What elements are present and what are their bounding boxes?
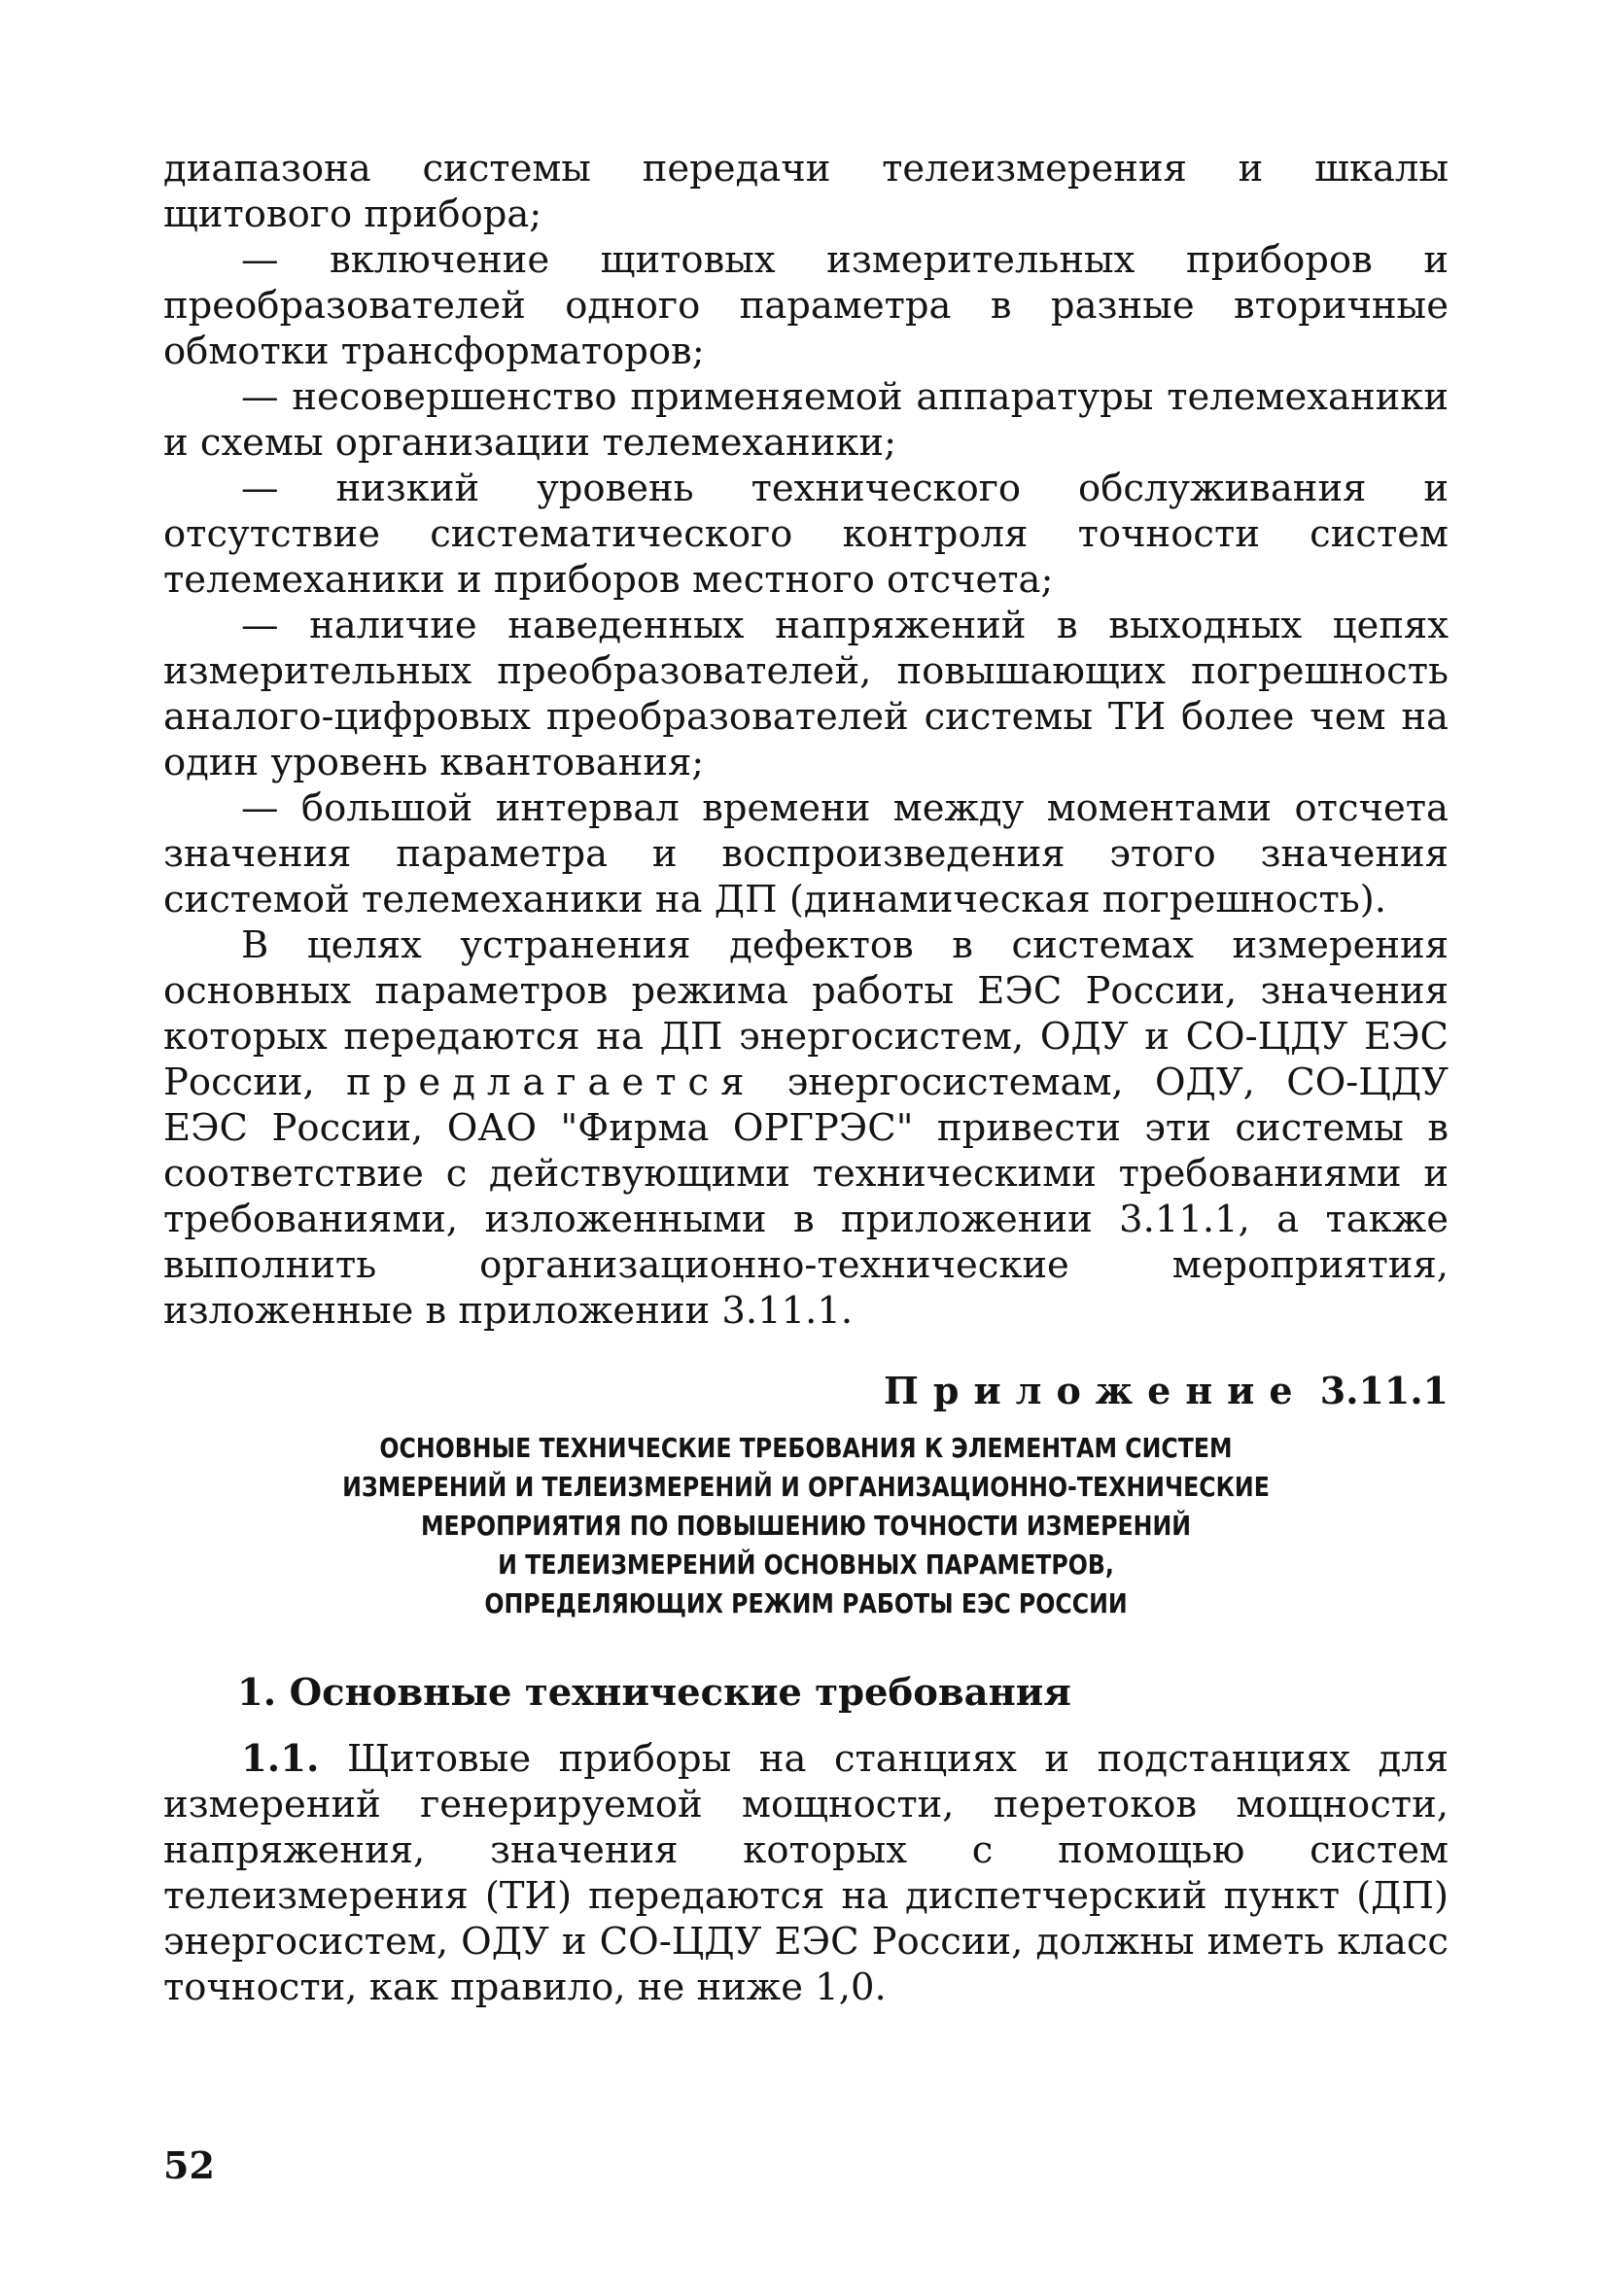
appendix-label — [163, 1368, 1449, 1413]
top-text-block — [163, 146, 1449, 1334]
list-item-dash: — наличие наведенных напряжений в выходных цепях измерительных преобразователей, повышающих погрешность аналого-цифровых преобразователей системы ТИ более чем на один уровень квантования; — [163, 604, 1449, 784]
list-item-dash: — несовершенство применяемой аппаратуры телемеханики и схемы организации телемеханики; — [163, 375, 1449, 465]
heading-line: ИЗМЕРЕНИЙ И ТЕЛЕИЗМЕРЕНИЙ И ОРГАНИЗАЦИОННО-ТЕХНИЧЕСКИЕ — [342, 1472, 1270, 1503]
heading-line: ОПРЕДЕЛЯЮЩИХ РЕЖИМ РАБОТЫ ЕЭС РОССИИ — [484, 1588, 1128, 1619]
section-item-paragraph — [163, 1736, 1449, 2010]
list-item-dash: — большой интервал времени между моментами отсчета значения параметра и воспроизведения этого значения системой телемеханики на ДП (динамическая погрешность). — [163, 786, 1449, 922]
appendix-label-word: Приложение — [884, 1369, 1308, 1412]
section-item-number: 1.1. — [241, 1737, 320, 1781]
heading-line: МЕРОПРИЯТИЯ ПО ПОВЫШЕНИЮ ТОЧНОСТИ ИЗМЕРЕНИЙ — [420, 1511, 1192, 1542]
main-paragraph-after: энергосистемам, ОДУ, СО-ЦДУ ЕЭС России, ОАО "Фирма ОРГРЭС" привести эти системы в соответствие с действующими техническими требованиями и требованиями, изложенными в приложении 3.11.1, а также выполнить организационно-технические мероприятия, изложенные в приложении 3.11.1. — [163, 1061, 1449, 1333]
section-item-block — [163, 1736, 1449, 2010]
paragraph-continuation: диапазона системы передачи телеизмерения и шкалы щитового прибора; — [163, 147, 1449, 236]
document-page — [163, 146, 1449, 2245]
list-item-dash: — низкий уровень технического обслуживания и отсутствие систематического контроля точности систем телемеханики и приборов местного отсчета; — [163, 467, 1449, 602]
heading-line: ОСНОВНЫЕ ТЕХНИЧЕСКИЕ ТРЕБОВАНИЯ К ЭЛЕМЕНТАМ СИСТЕМ — [379, 1433, 1233, 1464]
main-paragraph-before: В целях устранения дефектов в системах измерения основных параметров режима работы ЕЭС России, значения которых передаются на ДП энергосистем, ОДУ и СО-ЦДУ ЕЭС России, — [163, 923, 1449, 1104]
section-item-text: Щитовые приборы на станциях и подстанциях для измерений генерируемой мощности, перетоков мощности, напряжения, значения которых с помощью систем телеизмерения (ТИ) передаются на диспетчерский пункт (ДП) энергосистем, ОДУ и СО-ЦДУ ЕЭС России, должны иметь класс точности, как правило, не ниже 1,0. — [163, 1737, 1449, 2009]
appendix-heading — [254, 1429, 1359, 1623]
main-paragraph-spaced-word: предлагается — [346, 1061, 756, 1104]
section-title: 1. Основные технические требования — [237, 1671, 1071, 1715]
page-number: 52 — [163, 2143, 215, 2187]
appendix-label-number: 3.11.1 — [1319, 1369, 1449, 1412]
list-item-dash: — включение щитовых измерительных приборов и преобразователей одного параметра в разные вторичные обмотки трансформаторов; — [163, 238, 1449, 373]
main-paragraph — [163, 922, 1449, 1334]
heading-line: И ТЕЛЕИЗМЕРЕНИЙ ОСНОВНЫХ ПАРАМЕТРОВ, — [498, 1549, 1114, 1581]
